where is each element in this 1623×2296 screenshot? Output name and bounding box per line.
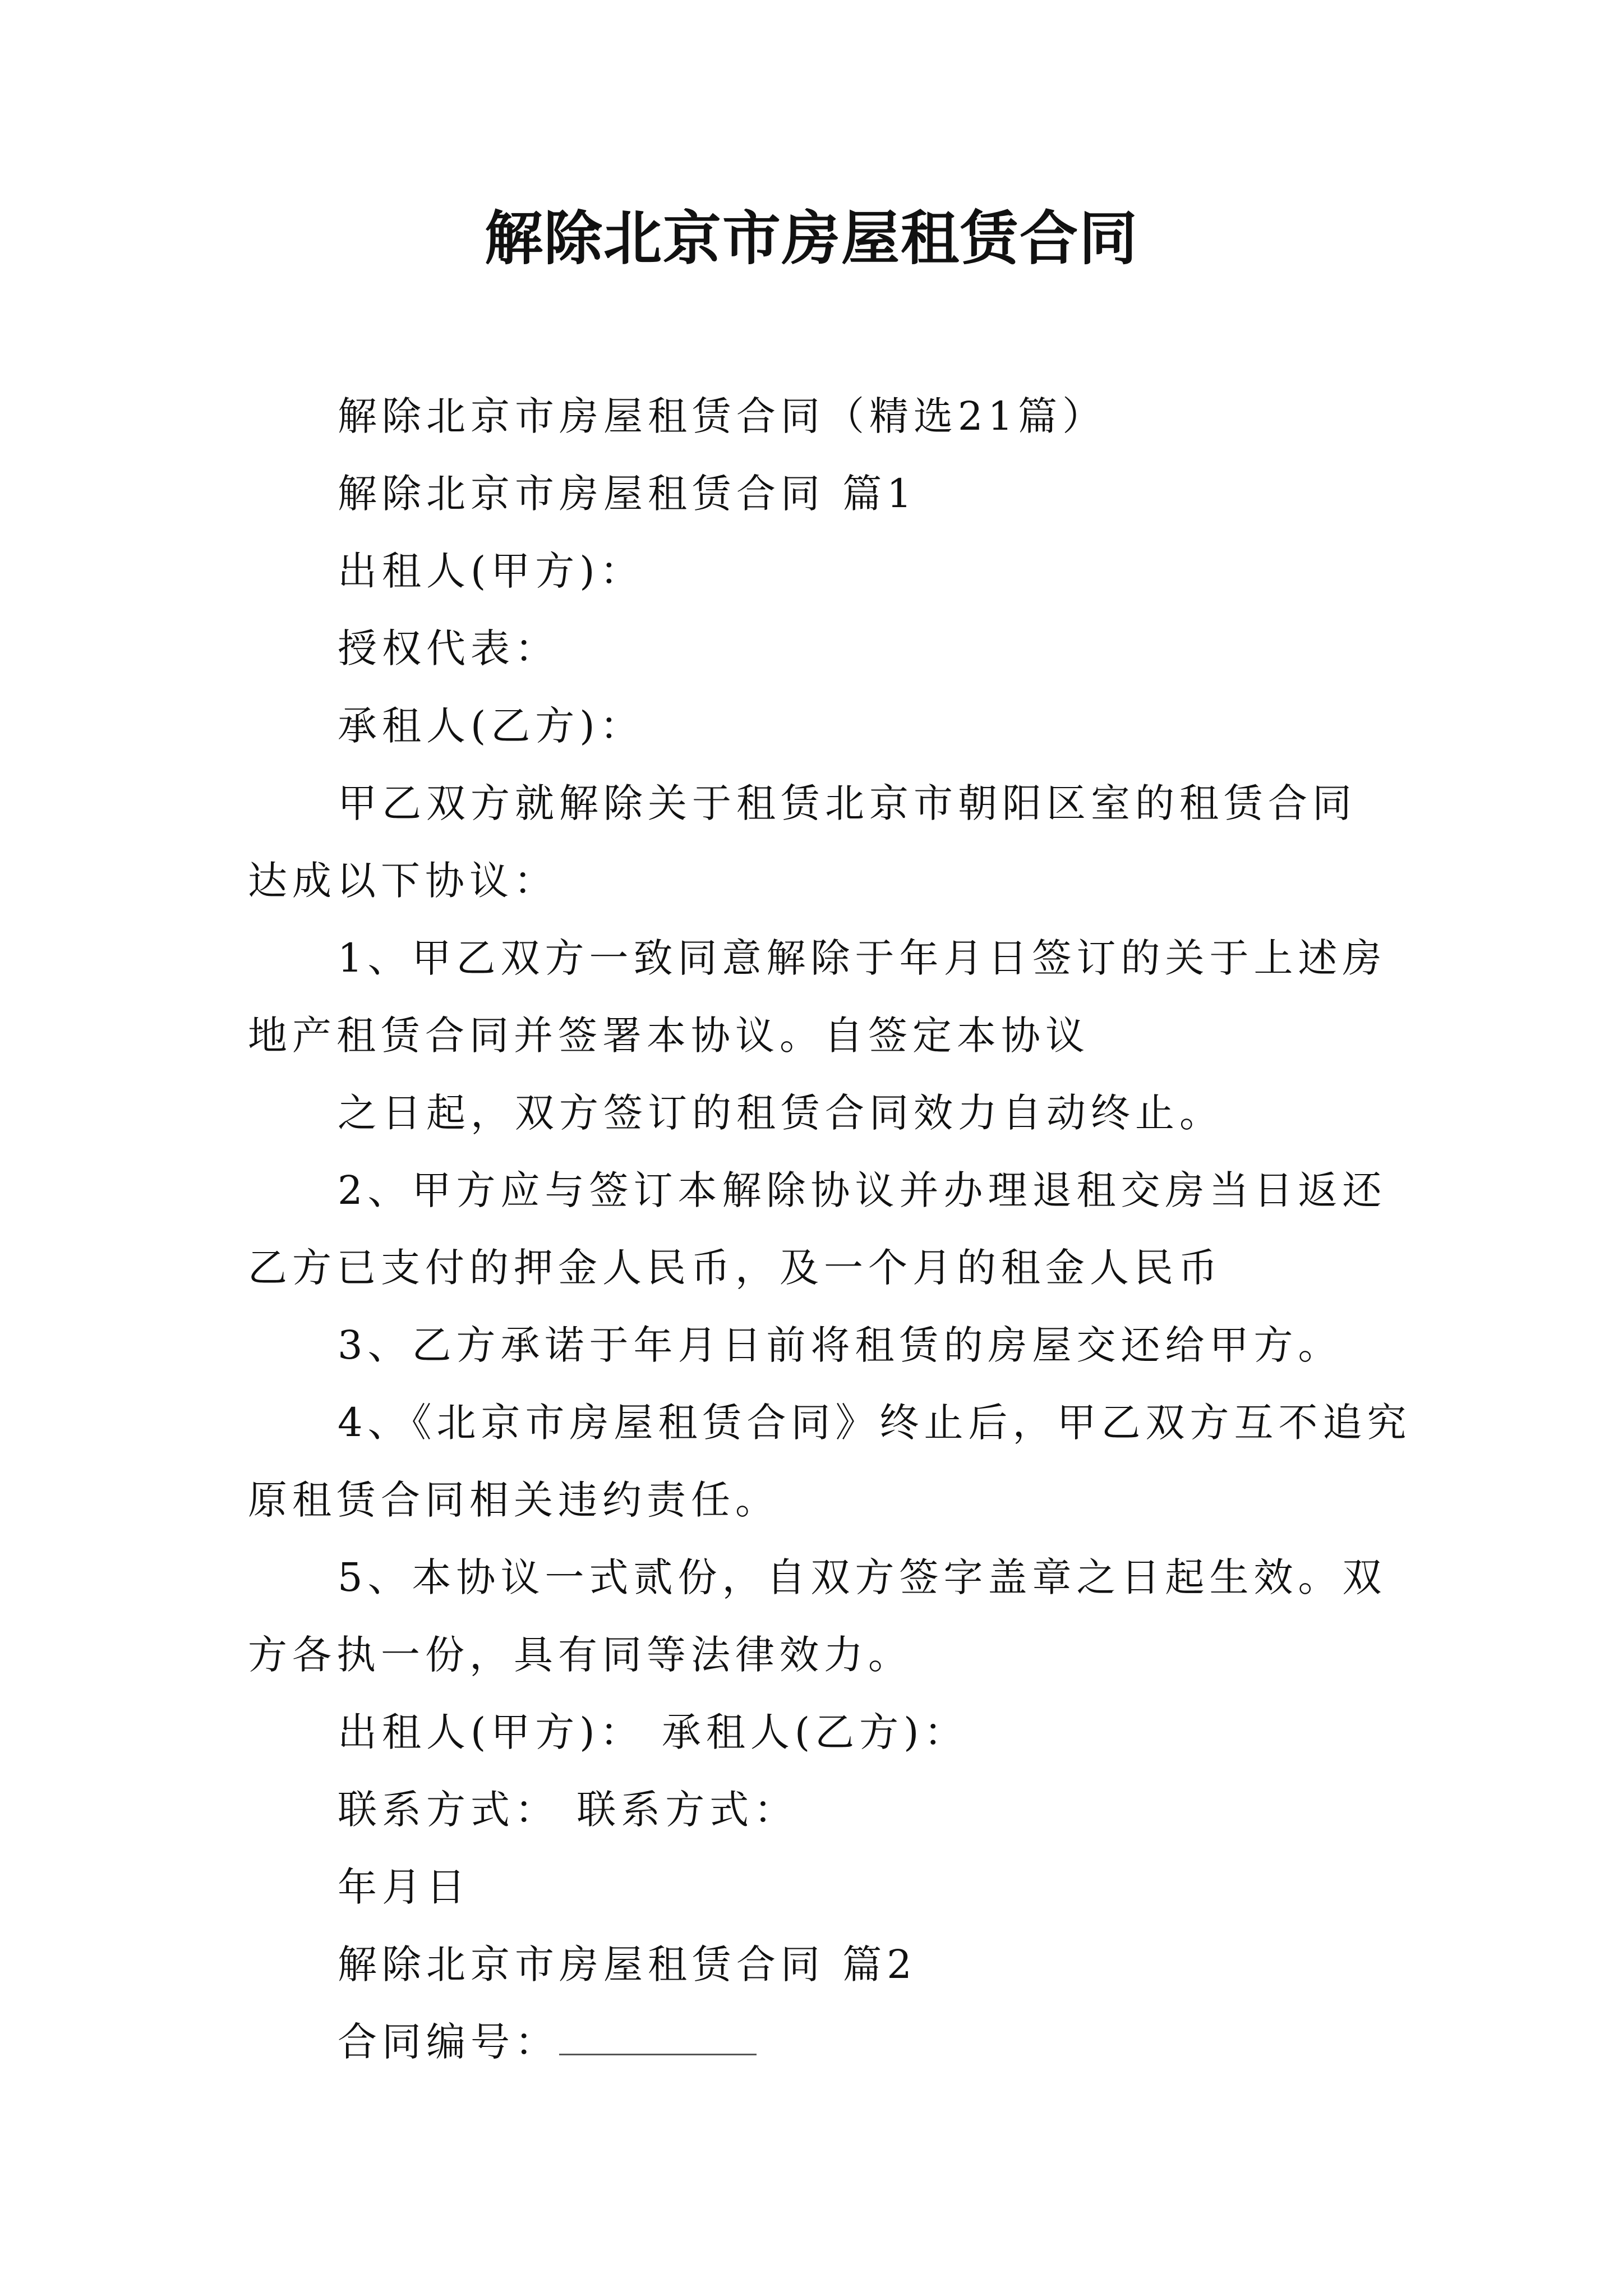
paragraph-line: 2、甲方应与签订本解除协议并办理退租交房当日返还 — [338, 1167, 1387, 1213]
paragraph-line: 达成以下协议： — [248, 858, 558, 904]
date-line: 年月日 — [338, 1864, 471, 1910]
document-title: 解除北京市房屋租赁合同 — [484, 204, 1138, 273]
paragraph-line: 乙方已支付的押金人民币，及一个月的租金人民币 — [248, 1245, 1223, 1291]
paragraph-line: 方各执一份，具有同等法律效力。 — [248, 1632, 912, 1678]
signature-parties: 出租人(甲方)： 承租人(乙方)： — [338, 1709, 969, 1755]
paragraph-line: 3、乙方承诺于年月日前将租赁的房屋交还给甲方。 — [338, 1322, 1343, 1368]
paragraph-line: 1、甲乙双方一致同意解除于年月日签订的关于上述房 — [338, 935, 1387, 981]
section-heading: 解除北京市房屋租赁合同 篇2 — [338, 1941, 917, 1987]
lessee-label: 承租人(乙方)： — [338, 703, 644, 749]
representative-label: 授权代表： — [338, 625, 559, 671]
paragraph-line: 原租赁合同相关违约责任。 — [248, 1477, 780, 1523]
contract-number-blank — [559, 2019, 757, 2055]
paragraph-line: 5、本协议一式贰份，自双方签字盖章之日起生效。双 — [338, 1554, 1387, 1600]
paragraph-line: 之日起，双方签订的租赁合同效力自动终止。 — [338, 1090, 1224, 1136]
contract-number-row — [338, 2014, 757, 2070]
paragraph-line: 4、《北京市房屋租赁合同》终止后，甲乙双方互不追究 — [338, 1400, 1412, 1446]
contact-info: 联系方式： 联系方式： — [338, 1787, 799, 1833]
lessor-label: 出租人(甲方)： — [338, 548, 644, 594]
subtitle: 解除北京市房屋租赁合同（精选21篇） — [338, 393, 1107, 439]
paragraph-line: 甲乙双方就解除关于租赁北京市朝阳区室的租赁合同 — [338, 780, 1357, 826]
section-heading: 解除北京市房屋租赁合同 篇1 — [338, 471, 917, 517]
contract-number-label: 合同编号： — [338, 2019, 559, 2065]
paragraph-line: 地产租赁合同并签署本协议。自签定本协议 — [248, 1013, 1090, 1059]
